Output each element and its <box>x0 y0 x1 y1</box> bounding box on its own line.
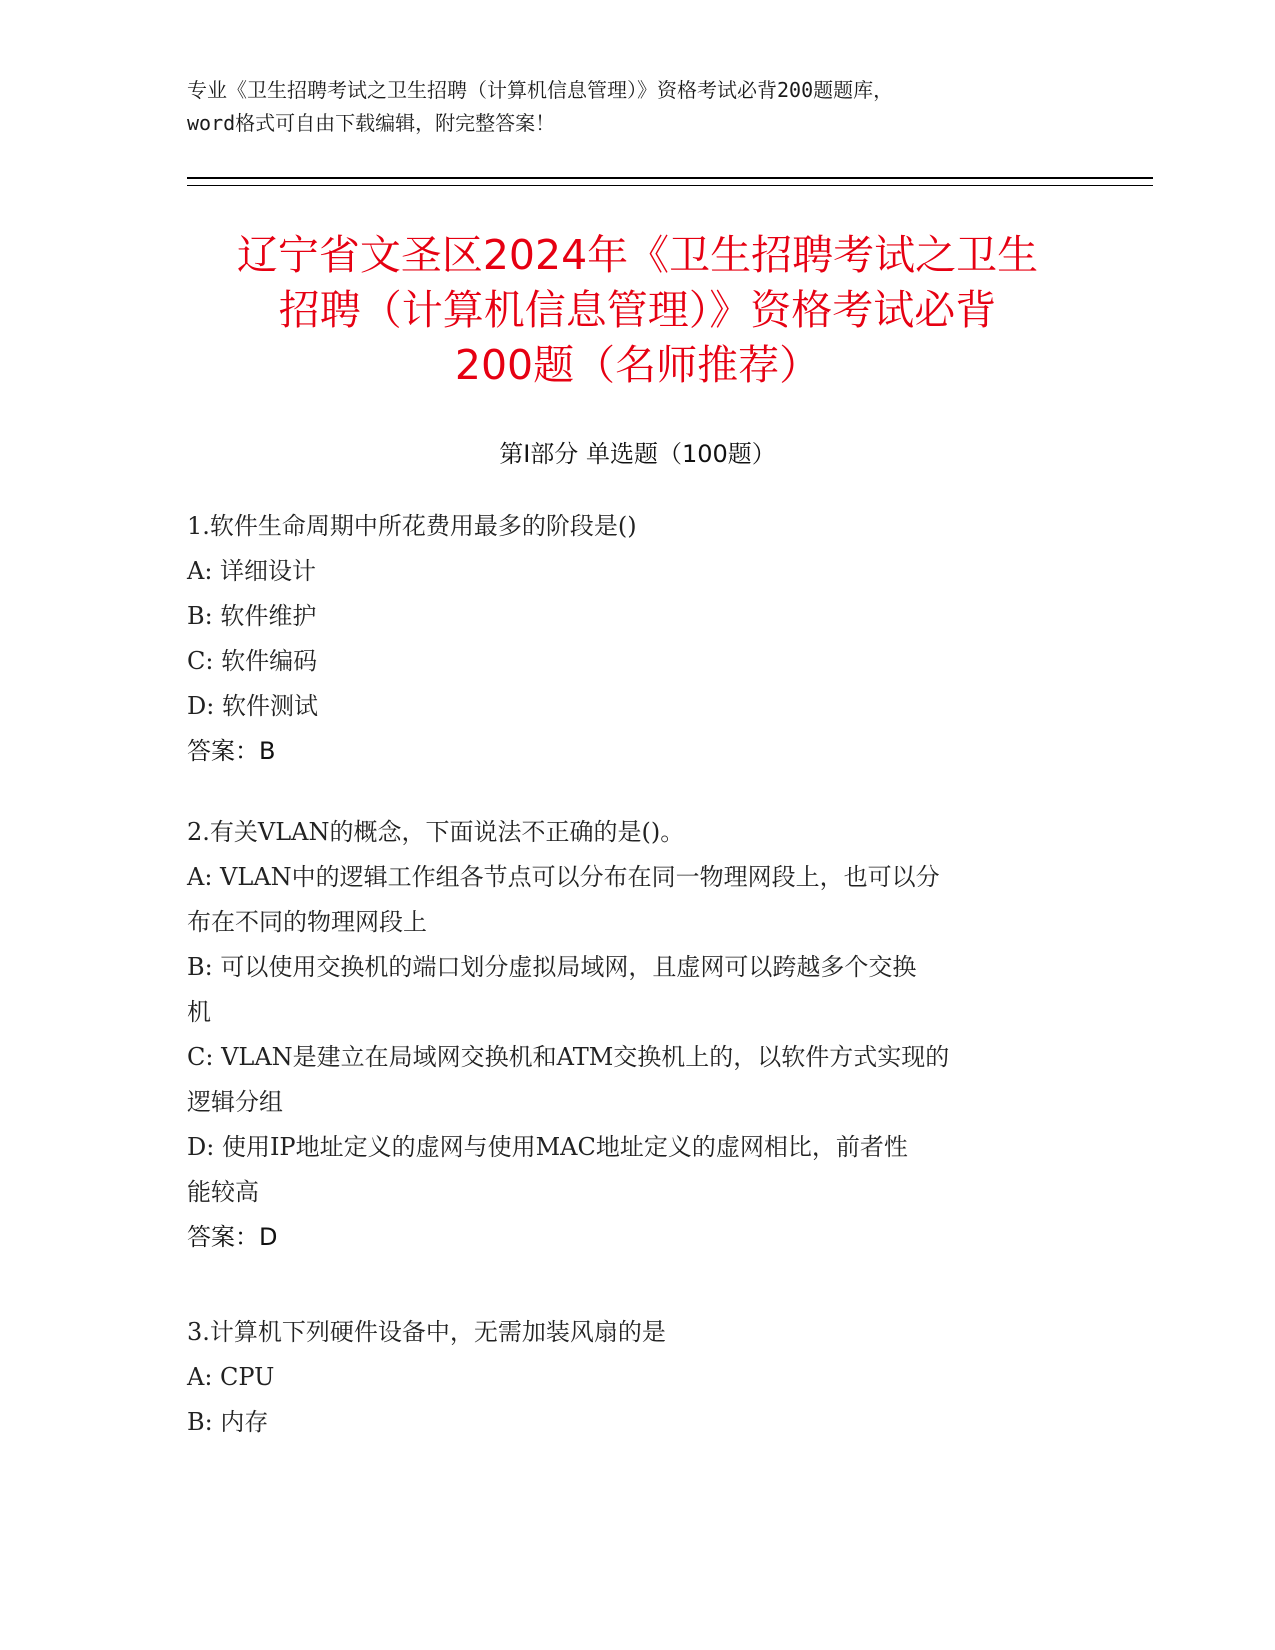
header-rule-thin <box>187 185 1153 186</box>
question-option: A: CPU <box>187 1363 275 1391</box>
question-option: 机 <box>187 998 211 1026</box>
question-answer: 答案：B <box>187 737 276 765</box>
question-option: B: 软件维护 <box>187 602 317 630</box>
question-2 <box>187 810 1087 1260</box>
question-option: B: 内存 <box>187 1408 269 1436</box>
section-title: 第I部分 单选题（100题） <box>499 440 776 468</box>
header-note <box>187 74 1087 140</box>
question-option: 逻辑分组 <box>187 1088 283 1116</box>
header-note-line: 专业《卫生招聘考试之卫生招聘（计算机信息管理）》资格考试必背200题题库， <box>187 78 894 102</box>
question-answer: 答案：D <box>187 1223 278 1251</box>
question-1 <box>187 504 1087 774</box>
question-option: A: 详细设计 <box>187 557 317 585</box>
question-stem: 3.计算机下列硬件设备中，无需加装风扇的是 <box>187 1318 666 1346</box>
question-option: C: VLAN是建立在局域网交换机和ATM交换机上的，以软件方式实现的 <box>187 1043 950 1071</box>
question-option: A: VLAN中的逻辑工作组各节点可以分布在同一物理网段上，也可以分 <box>187 863 940 891</box>
document-title-line: 200题（名师推荐） <box>454 341 821 389</box>
question-stem: 2.有关VLAN的概念，下面说法不正确的是()。 <box>187 818 685 846</box>
question-option: 能较高 <box>187 1178 259 1206</box>
question-3 <box>187 1310 1087 1445</box>
header-rule-thick <box>187 177 1153 179</box>
question-option: B: 可以使用交换机的端口划分虚拟局域网，且虚网可以跨越多个交换 <box>187 953 917 981</box>
question-stem: 1.软件生命周期中所花费用最多的阶段是() <box>187 512 637 540</box>
question-option: D: 软件测试 <box>187 692 318 720</box>
document-title-line: 招聘（计算机信息管理）》资格考试必背 <box>278 286 997 334</box>
document-title-line: 辽宁省文圣区2024年《卫生招聘考试之卫生 <box>236 231 1039 279</box>
question-option: D: 使用IP地址定义的虚网与使用MAC地址定义的虚网相比，前者性 <box>187 1133 908 1161</box>
document-title <box>150 228 1125 393</box>
question-option: C: 软件编码 <box>187 647 318 675</box>
header-note-line: word格式可自由下载编辑，附完整答案！ <box>187 111 556 135</box>
question-option: 布在不同的物理网段上 <box>187 908 427 936</box>
